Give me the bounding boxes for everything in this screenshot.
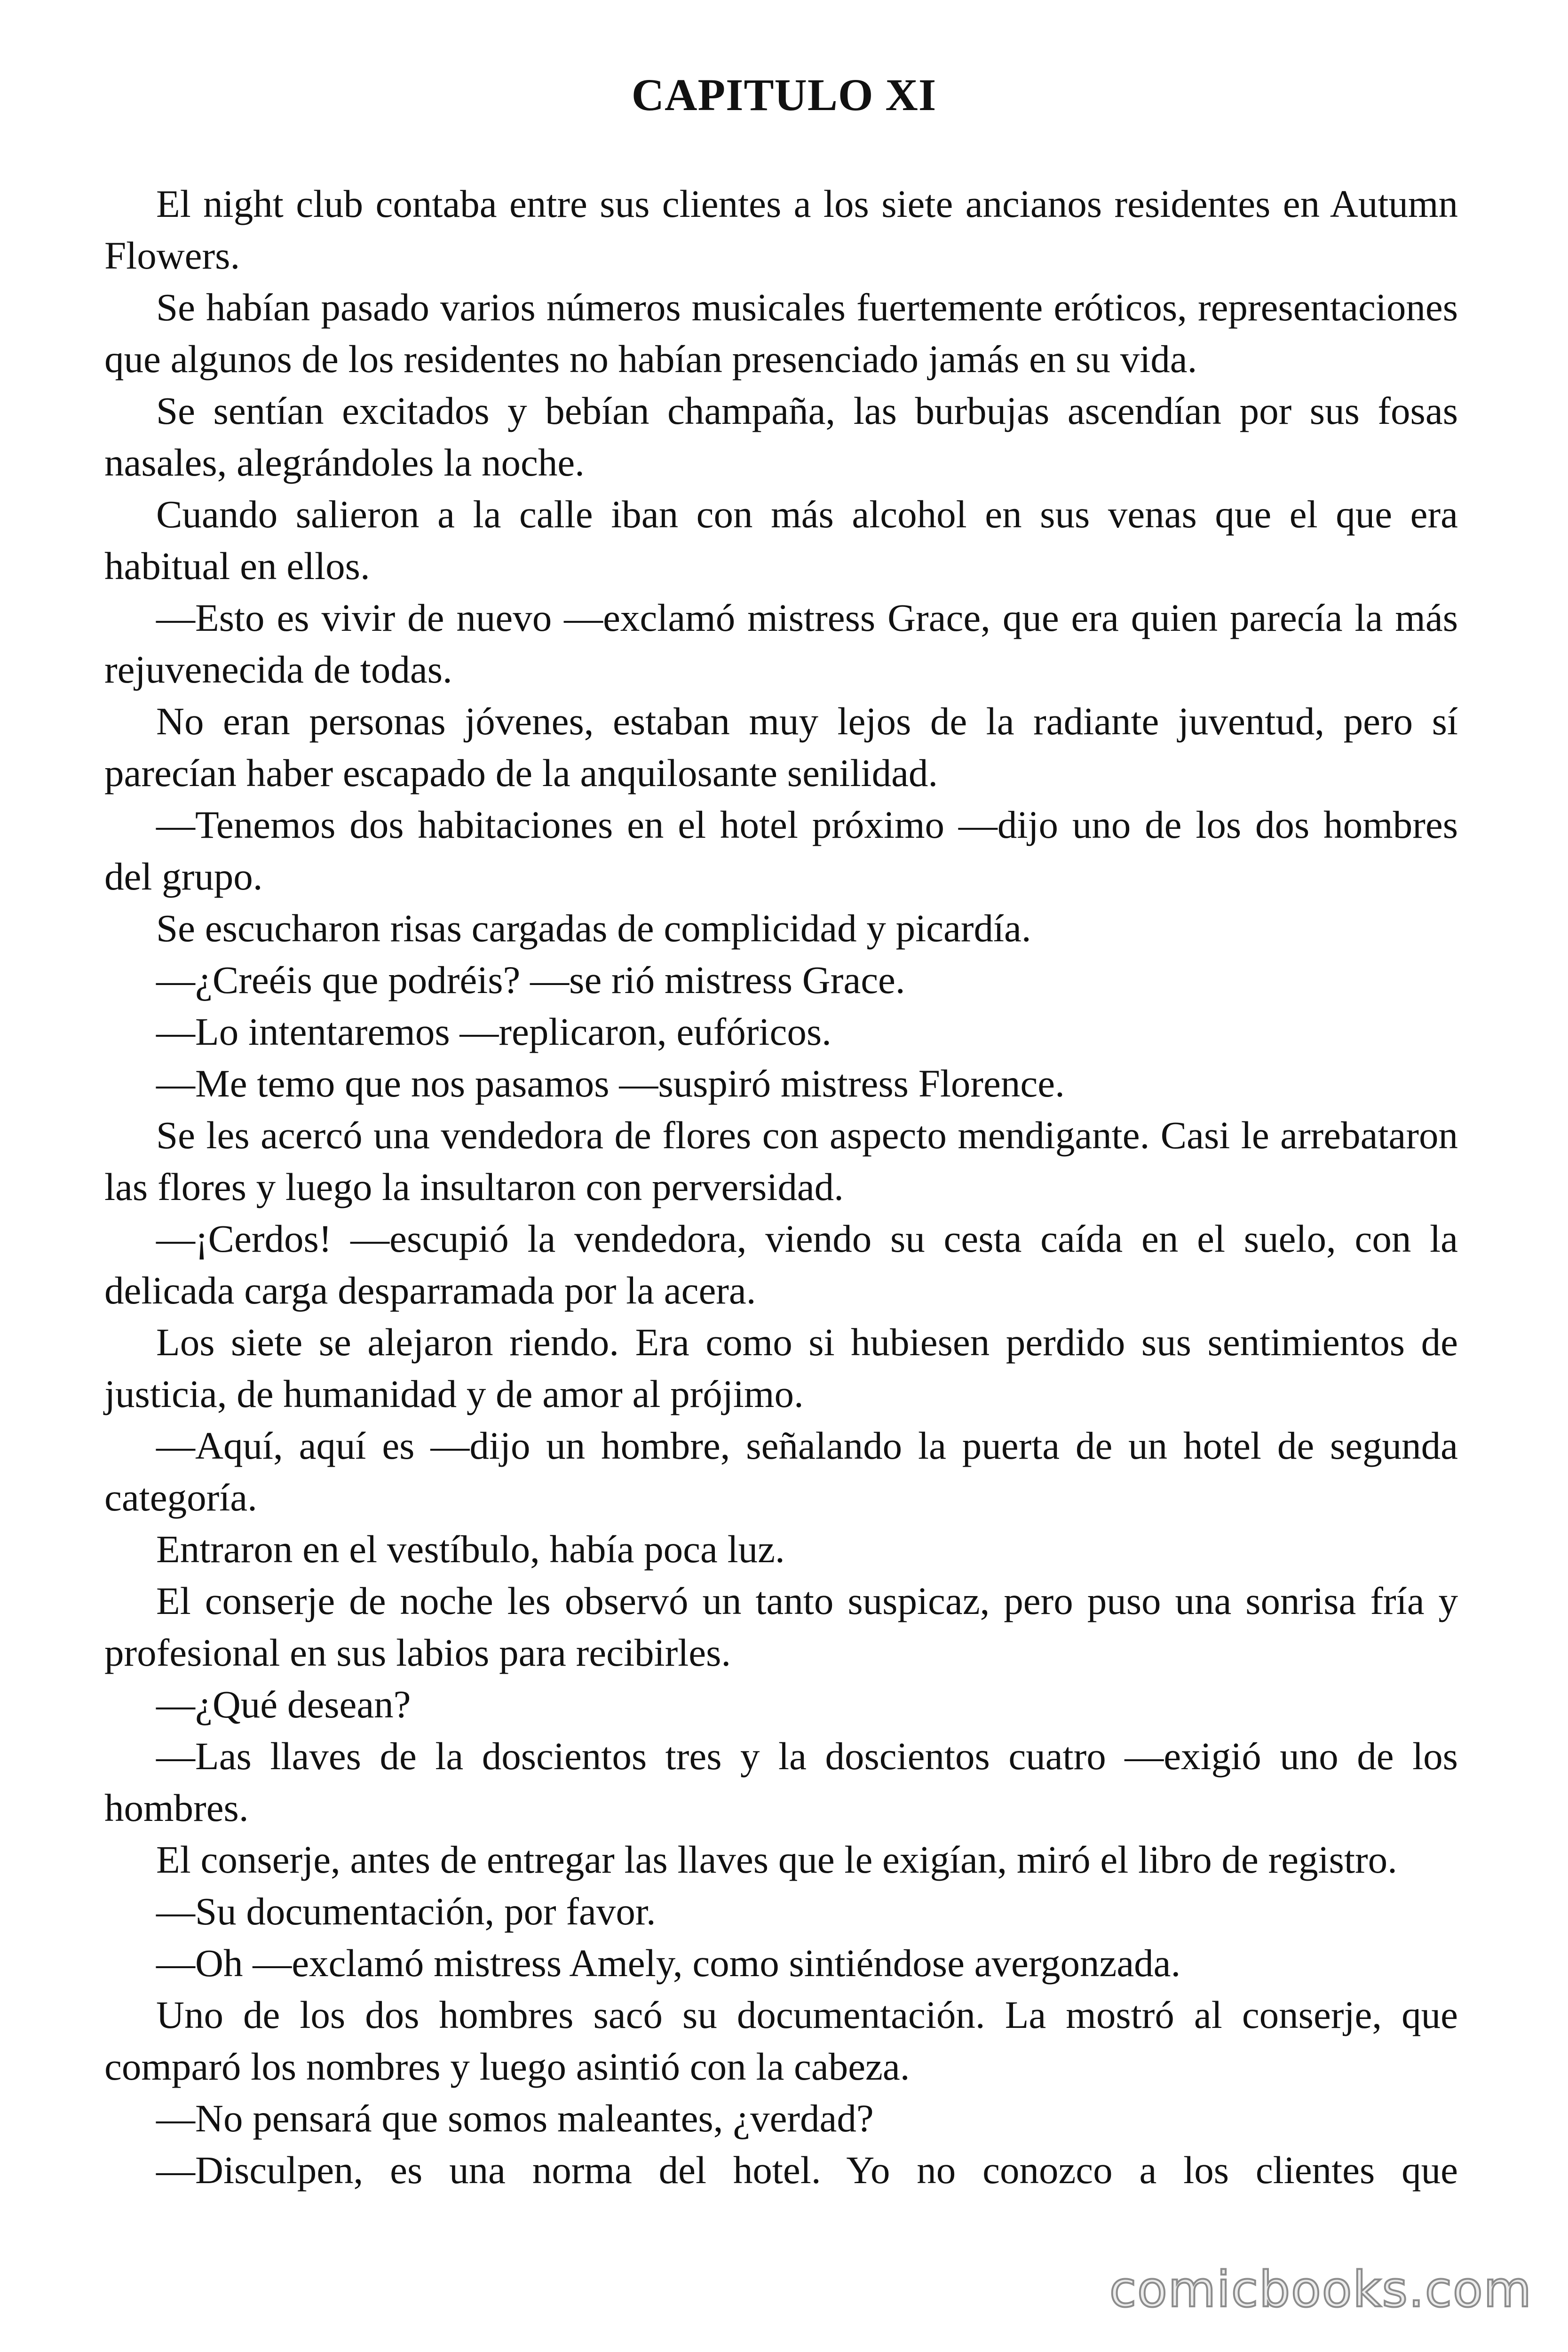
paragraph: Se les acercó una vendedora de flores con aspecto mendigante. Casi le arrebataron las flores y luego la insultaron con perversidad. (104, 1113, 1458, 1208)
paragraph: Entraron en el vestíbulo, había poca luz. (156, 1527, 785, 1571)
paragraph: Se habían pasado varios números musicales fuertemente eróticos, representaciones que algunos de los residentes no habían presenciado jamás en su vida. (104, 286, 1458, 381)
paragraph: —Disculpen, es una norma del hotel. Yo no conozco a los clientes que (156, 2148, 1458, 2192)
paragraph: —¿Creéis que podréis? —se rió mistress Grace. (156, 958, 905, 1001)
paragraph: —Aquí, aquí es —dijo un hombre, señalando la puerta de un hotel de segunda categoría. (104, 1424, 1458, 1519)
paragraph: —Me temo que nos pasamos —suspiró mistress Florence. (156, 1062, 1065, 1105)
paragraph: El conserje de noche les observó un tanto suspicaz, pero puso una sonrisa fría y profesional en sus labios para recibirles. (104, 1579, 1458, 1674)
paragraph: —Lo intentaremos —replicaron, eufóricos. (156, 1010, 832, 1053)
paragraph: Cuando salieron a la calle iban con más alcohol en sus venas que el que era habitual en ellos. (104, 493, 1458, 588)
paragraph: —¿Qué desean? (156, 1683, 411, 1726)
paragraph: Los siete se alejaron riendo. Era como si hubiesen perdido sus sentimientos de justicia, de humanidad y de amor al prójimo. (104, 1320, 1458, 1415)
paragraph: El night club contaba entre sus clientes a los siete ancianos residentes en Autumn Flowers. (104, 182, 1458, 277)
paragraph: —Oh —exclamó mistress Amely, como sintiéndose avergonzada. (156, 1941, 1181, 1985)
paragraph: —Su documentación, por favor. (156, 1890, 656, 1933)
paragraph: Se sentían excitados y bebían champaña, las burbujas ascendían por sus fosas nasales, alegrándoles la noche. (104, 389, 1458, 484)
watermark-logo: comicbooks.com (1109, 2261, 1532, 2318)
chapter-title: CAPITULO XI (631, 70, 937, 120)
paragraph: —Tenemos dos habitaciones en el hotel próximo —dijo uno de los dos hombres del grupo. (104, 803, 1458, 898)
paragraph: —Esto es vivir de nuevo —exclamó mistress Grace, que era quien parecía la más rejuvenecida de todas. (104, 596, 1458, 691)
paragraph: Uno de los dos hombres sacó su documentación. La mostró al conserje, que comparó los nombres y luego asintió con la cabeza. (104, 1993, 1458, 2088)
paragraph: —No pensará que somos maleantes, ¿verdad? (156, 2097, 874, 2140)
chapter-body (104, 178, 1458, 2196)
paragraph: Se escucharon risas cargadas de complicidad y picardía. (156, 906, 1031, 950)
paragraph: No eran personas jóvenes, estaban muy lejos de la radiante juventud, pero sí parecían haber escapado de la anquilosante senilidad. (104, 699, 1458, 795)
paragraph: El conserje, antes de entregar las llaves que le exigían, miró el libro de registro. (156, 1838, 1397, 1881)
paragraph: —¡Cerdos! —escupió la vendedora, viendo su cesta caída en el suelo, con la delicada carga desparramada por la acera. (104, 1217, 1458, 1312)
paragraph: —Las llaves de la doscientos tres y la doscientos cuatro —exigió uno de los hombres. (104, 1734, 1458, 1829)
